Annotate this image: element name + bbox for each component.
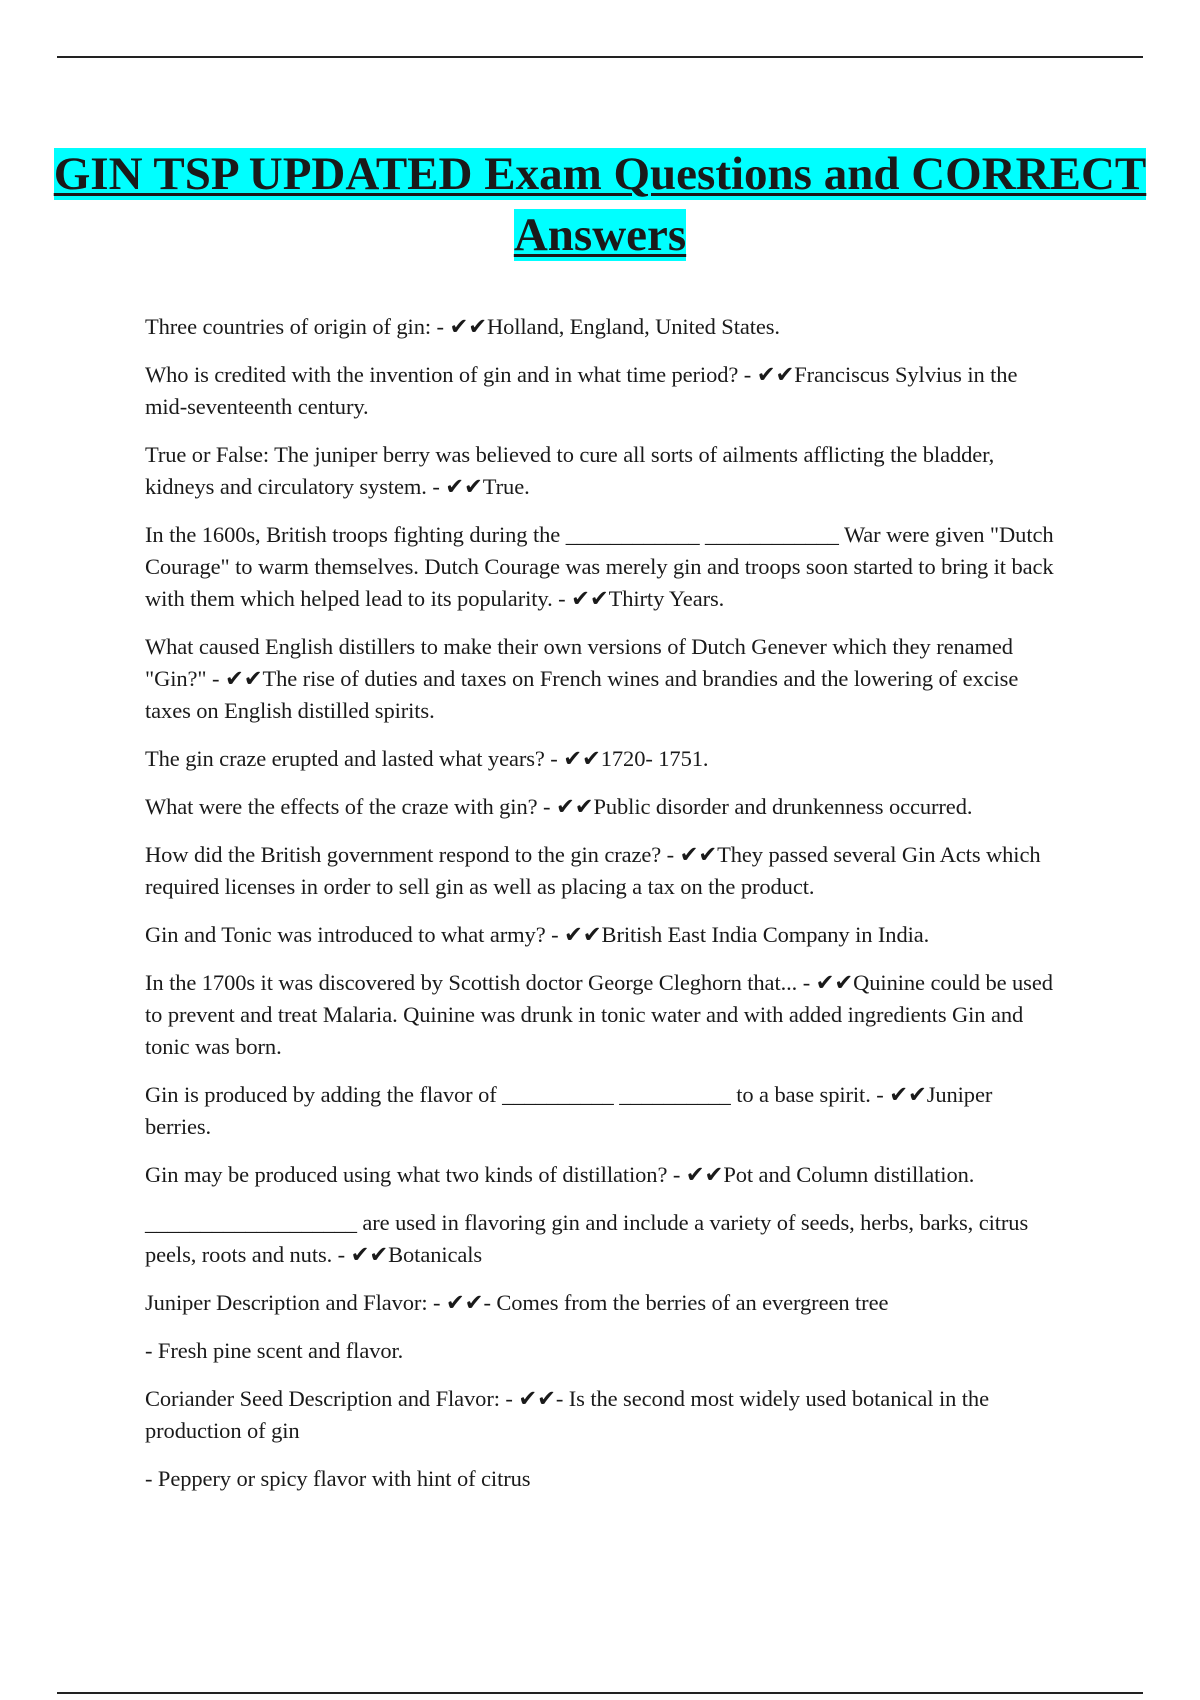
- paragraph-gap: [145, 1367, 1055, 1383]
- check-mark-icon: ✔✔: [563, 746, 601, 771]
- paragraph-gap: [145, 1191, 1055, 1207]
- paragraph-gap: [145, 775, 1055, 791]
- qa-answer: They passed several Gin Acts which required licenses in order to sell gin as well as placing a tax on the product.: [145, 842, 1041, 899]
- paragraph-gap: [145, 727, 1055, 743]
- check-mark-icon: ✔✔: [555, 794, 594, 819]
- qa-answer: 1720- 1751.: [600, 746, 709, 771]
- qa-text: - Peppery or spicy flavor with hint of citrus: [145, 1466, 531, 1491]
- qa-answer: True.: [482, 474, 530, 499]
- check-mark-icon: ✔✔: [518, 1386, 556, 1411]
- qa-item: [145, 1463, 1055, 1495]
- qa-question: Juniper Description and Flavor: -: [145, 1290, 446, 1315]
- paragraph-gap: [145, 1319, 1055, 1335]
- qa-item: [145, 967, 1055, 1063]
- qa-question: How did the British government respond to the gin craze? -: [145, 842, 680, 867]
- qa-question: Who is credited with the invention of gin and in what time period? -: [145, 362, 757, 387]
- qa-item: [145, 359, 1055, 423]
- qa-list: [145, 311, 1055, 1495]
- qa-question: True or False: The juniper berry was believed to cure all sorts of ailments afflicting the bladder, kidneys and circulatory system. -: [145, 442, 995, 499]
- qa-item: [145, 1159, 1055, 1191]
- paragraph-gap: [145, 903, 1055, 919]
- qa-question: The gin craze erupted and lasted what years? -: [145, 746, 564, 771]
- check-mark-icon: ✔✔: [224, 666, 263, 691]
- qa-item: [145, 919, 1055, 951]
- qa-question: Gin may be produced using what two kinds of distillation? -: [145, 1162, 686, 1187]
- title-block: [0, 144, 1200, 266]
- check-mark-icon: ✔✔: [445, 1290, 484, 1315]
- paragraph-gap: [145, 951, 1055, 967]
- paragraph-gap: [145, 1063, 1055, 1079]
- check-mark-icon: ✔✔: [679, 842, 718, 867]
- qa-question: Coriander Seed Description and Flavor: -: [145, 1386, 519, 1411]
- footer-rule: [57, 1692, 1143, 1694]
- qa-question: What were the effects of the craze with gin? -: [145, 794, 556, 819]
- qa-answer: Public disorder and drunkenness occurred.: [593, 794, 973, 819]
- qa-question: Gin and Tonic was introduced to what army? -: [145, 922, 565, 947]
- qa-item: [145, 1207, 1055, 1271]
- qa-answer: British East India Company in India.: [601, 922, 930, 947]
- qa-question: What caused English distillers to make their own versions of Dutch Genever which they renamed "Gin?" -: [145, 634, 1013, 691]
- qa-item: [145, 743, 1055, 775]
- qa-question: Gin is produced by adding the flavor of __________ __________ to a base spirit. -: [145, 1082, 890, 1107]
- check-mark-icon: ✔✔: [889, 1082, 927, 1107]
- qa-item: [145, 1079, 1055, 1143]
- qa-item: [145, 791, 1055, 823]
- paragraph-gap: [145, 1447, 1055, 1463]
- paragraph-gap: [145, 503, 1055, 519]
- qa-answer: Holland, England, United States.: [486, 314, 780, 339]
- qa-answer: - Comes from the berries of an evergreen tree: [483, 1290, 889, 1315]
- qa-item: [145, 439, 1055, 503]
- qa-answer: Thirty Years.: [608, 586, 725, 611]
- qa-answer: The rise of duties and taxes on French wines and brandies and the lowering of excise taxes on English distilled spirits.: [145, 666, 1019, 723]
- qa-item: [145, 1287, 1055, 1319]
- paragraph-gap: [145, 1143, 1055, 1159]
- check-mark-icon: ✔✔: [445, 474, 483, 499]
- header-rule: [57, 56, 1143, 58]
- qa-answer: Franciscus Sylvius in the mid-seventeenth century.: [145, 362, 1018, 419]
- qa-item: [145, 519, 1055, 615]
- qa-question: Three countries of origin of gin: -: [145, 314, 450, 339]
- qa-item: [145, 839, 1055, 903]
- paragraph-gap: [145, 823, 1055, 839]
- check-mark-icon: ✔✔: [564, 922, 602, 947]
- check-mark-icon: ✔✔: [756, 362, 795, 387]
- qa-item: [145, 631, 1055, 727]
- qa-question: In the 1600s, British troops fighting during the ____________ ____________ War were given "Dutch Courage" to warm themselves. Dutch Courage was merely gin and troops soon started to bring it back with them which helped lead to its popularity. -: [145, 522, 1054, 611]
- qa-answer: Pot and Column distillation.: [723, 1162, 975, 1187]
- paragraph-gap: [145, 1271, 1055, 1287]
- qa-item: [145, 1383, 1055, 1447]
- check-mark-icon: ✔✔: [685, 1162, 724, 1187]
- qa-question: ___________________ are used in flavoring gin and include a variety of seeds, herbs, barks, citrus peels, roots and nuts. -: [145, 1210, 1029, 1267]
- qa-answer: Botanicals: [388, 1242, 483, 1267]
- paragraph-gap: [145, 615, 1055, 631]
- qa-item: [145, 1335, 1055, 1367]
- document-title: GIN TSP UPDATED Exam Questions and CORRECT Answers: [53, 148, 1147, 261]
- qa-answer: Quinine could be used to prevent and treat Malaria. Quinine was drunk in tonic water and with added ingredients Gin and tonic was born.: [145, 970, 1053, 1059]
- qa-question: In the 1700s it was discovered by Scottish doctor George Cleghorn that... -: [145, 970, 816, 995]
- check-mark-icon: ✔✔: [571, 586, 609, 611]
- check-mark-icon: ✔✔: [449, 314, 487, 339]
- qa-answer: Juniper berries.: [145, 1082, 993, 1139]
- paragraph-gap: [145, 343, 1055, 359]
- check-mark-icon: ✔✔: [350, 1242, 389, 1267]
- qa-answer: - Is the second most widely used botanical in the production of gin: [145, 1386, 989, 1443]
- paragraph-gap: [145, 423, 1055, 439]
- qa-text: - Fresh pine scent and flavor.: [145, 1338, 404, 1363]
- qa-item: [145, 311, 1055, 343]
- check-mark-icon: ✔✔: [815, 970, 854, 995]
